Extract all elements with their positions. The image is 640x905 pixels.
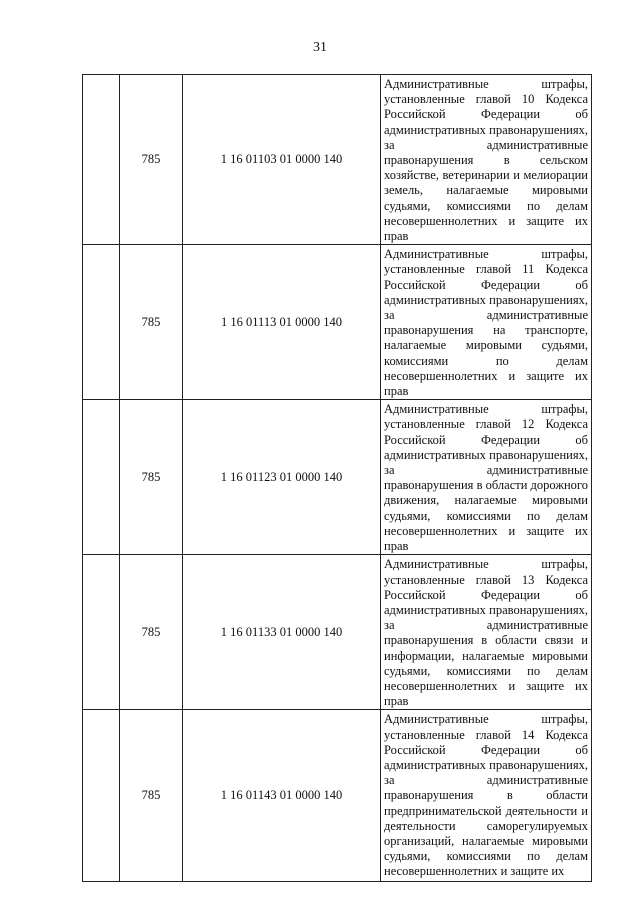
row-index-cell bbox=[83, 555, 120, 710]
page-number: 31 bbox=[313, 40, 327, 55]
admin-code-cell: 785 bbox=[120, 245, 183, 400]
admin-code-cell: 785 bbox=[120, 710, 183, 882]
table-row bbox=[83, 710, 592, 882]
description-cell: Административные штрафы, установленные главой 14 Кодекса Российской Федерации об административных правонарушениях, за административные правонарушения в области предпринимательской деятельности и деятельности саморегулируемых организаций, налагаемые мировыми судьями, комиссиями по делам несовершеннолетних и защите их bbox=[381, 710, 592, 882]
admin-code-cell: 785 bbox=[120, 555, 183, 710]
revenue-codes-table bbox=[82, 74, 592, 882]
description-cell: Административные штрафы, установленные главой 11 Кодекса Российской Федерации об административных правонарушениях, за административные правонарушения на транспорте, налагаемые мировыми судьями, комиссиями по делам несовершеннолетних и защите их прав bbox=[381, 245, 592, 400]
kbk-code-cell: 1 16 01123 01 0000 140 bbox=[183, 400, 381, 555]
table-row bbox=[83, 75, 592, 245]
description-cell: Административные штрафы, установленные главой 12 Кодекса Российской Федерации об административных правонарушениях, за административные правонарушения в области дорожного движения, налагаемые мировыми судьями, комиссиями по делам несовершеннолетних и защите их прав bbox=[381, 400, 592, 555]
admin-code-cell: 785 bbox=[120, 75, 183, 245]
table-row bbox=[83, 555, 592, 710]
kbk-code-cell: 1 16 01133 01 0000 140 bbox=[183, 555, 381, 710]
kbk-code-cell: 1 16 01113 01 0000 140 bbox=[183, 245, 381, 400]
kbk-code-cell: 1 16 01103 01 0000 140 bbox=[183, 75, 381, 245]
admin-code-cell: 785 bbox=[120, 400, 183, 555]
table-row bbox=[83, 245, 592, 400]
row-index-cell bbox=[83, 75, 120, 245]
row-index-cell bbox=[83, 245, 120, 400]
row-index-cell bbox=[83, 400, 120, 555]
kbk-code-cell: 1 16 01143 01 0000 140 bbox=[183, 710, 381, 882]
description-cell: Административные штрафы, установленные главой 10 Кодекса Российской Федерации об административных правонарушениях, за административные правонарушения в сельском хозяйстве, ветеринарии и мелиорации земель, налагаемые мировыми судьями, комиссиями по делам несовершеннолетних и защите их прав bbox=[381, 75, 592, 245]
description-cell: Административные штрафы, установленные главой 13 Кодекса Российской Федерации об административных правонарушениях, за административные правонарушения в области связи и информации, налагаемые мировыми судьями, комиссиями по делам несовершеннолетних и защите их прав bbox=[381, 555, 592, 710]
row-index-cell bbox=[83, 710, 120, 882]
table-row bbox=[83, 400, 592, 555]
